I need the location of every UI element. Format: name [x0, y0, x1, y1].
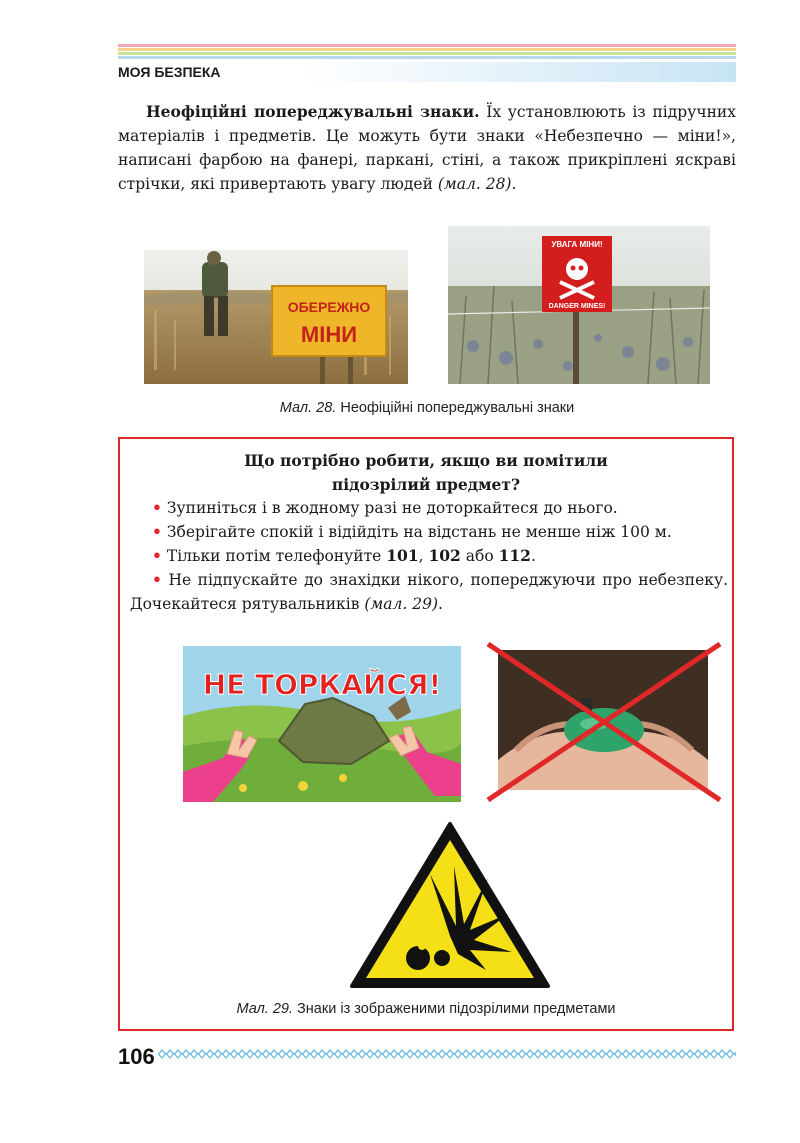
phone-112: 112 [498, 546, 531, 565]
caption-28-label: Мал. 28. [279, 400, 337, 416]
bullet-icon: • [152, 498, 162, 517]
photo2-sign-line1: УВАГА МІНИ! [551, 240, 603, 249]
phone-102: 102 [428, 546, 461, 565]
caption-28-text: Неофіційні попереджувальні знаки [336, 400, 575, 416]
photo1-sign-line1: ОБЕРЕЖНО [287, 299, 371, 315]
caption-figure-28 [118, 400, 736, 416]
list-item: • Зберігайте спокій і відійдіть на відстань не менше ніж 100 м. [152, 522, 672, 541]
list-item: • Зупиніться і в жодному разі не доторкайтеся до нього. [152, 498, 618, 517]
list-item: • Не підпускайте до знахідки нікого, попереджуючи про небезпеку. Дочекайтеся рятувальників (мал. 29). [130, 570, 728, 613]
bullet-icon: • [152, 546, 162, 565]
list-item: • Тільки потім телефонуйте 101, 102 або 112. [152, 546, 536, 565]
intro-text: Їх установлюють із підручних матеріалів і предметів. Це можуть бути знаки «Небезпечно — міни!», написані фарбою на фанері, паркані, стіні, а також прикріплені яскраві стрічки, які привертають увагу людей [118, 103, 736, 193]
poster-text: НЕ ТОРКАЙСЯ! [202, 668, 442, 701]
box-title: Що потрібно робити, якщо ви помітили підозрілий предмет? [244, 451, 608, 494]
explosive-warning-icon [346, 818, 554, 990]
photo-mine-sign-field [144, 250, 408, 384]
instruction-list [130, 496, 728, 616]
photo1-sign-line2: МІНИ [300, 322, 358, 347]
phone-101: 101 [386, 546, 419, 565]
bullet-icon: • [152, 570, 162, 589]
footer-ornament [158, 1049, 736, 1059]
caption-29-text: Знаки із зображеними підозрілими предметами [293, 1001, 616, 1017]
do-not-touch-poster [183, 646, 461, 802]
figure-ref-28: (мал. 28) [437, 175, 512, 193]
caption-29-label: Мал. 29. [236, 1001, 294, 1017]
page-number: 106 [118, 1044, 155, 1069]
intro-paragraph: Неофіційні попереджувальні знаки. Їх установлюють із підручних матеріалів і предметів. Це можуть бути знаки «Небезпечно — міни!», написані фарбою на фанері, паркані, стіні, а також прикріплені яскраві стрічки, які привертають увагу людей (мал. 28). [118, 102, 736, 193]
intro-lead: Неофіційні попереджувальні знаки. [146, 102, 480, 121]
crossed-out-object-photo [486, 640, 722, 804]
bullet-icon: • [152, 522, 162, 541]
photo2-sign-line2: DANGER MINES! [548, 303, 606, 310]
header-stripes [118, 44, 736, 62]
caption-figure-29 [120, 1001, 732, 1017]
figure-ref-29: (мал. 29) [364, 595, 438, 613]
photo-danger-mines-sign [448, 226, 710, 384]
section-title: МОЯ БЕЗПЕКА [118, 64, 221, 80]
